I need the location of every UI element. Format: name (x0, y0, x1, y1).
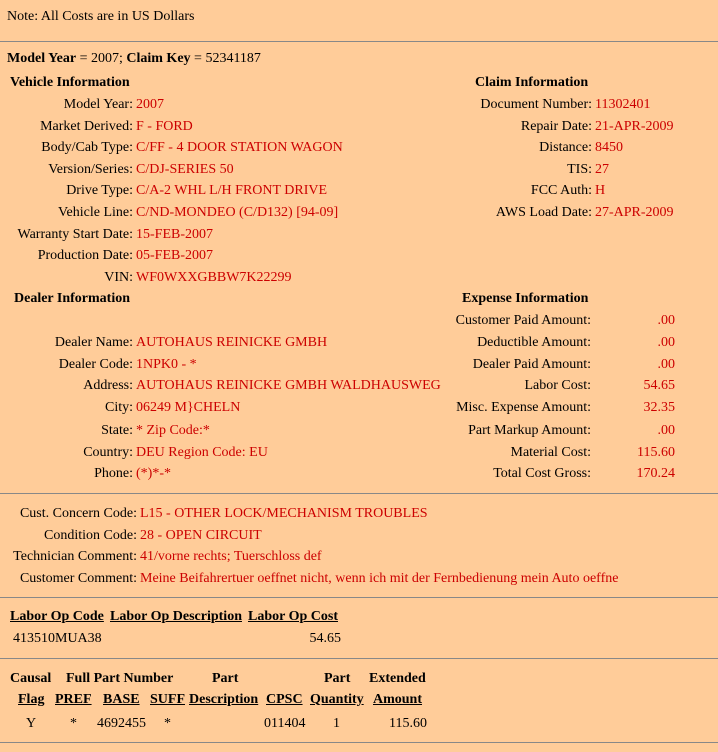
vehicle-field-value: C/A-2 WHL L/H FRONT DRIVE (136, 183, 328, 198)
expense-field-value: .00 (657, 423, 675, 438)
concern-field-value: 28 - OPEN CIRCUIT (140, 528, 262, 543)
dealer-field-label: Phone: (94, 466, 133, 481)
base-cell: 4692455 (97, 716, 146, 731)
claim-field-label: Repair Date: (520, 119, 592, 134)
claim-field-label: AWS Load Date: (495, 205, 592, 220)
pref-cell: * (70, 716, 77, 731)
vehicle-field-label: Model Year: (63, 97, 133, 112)
full-part-number-header: Full Part Number (66, 671, 174, 686)
claim-field-label: TIS: (567, 162, 592, 177)
expense-field-value: 170.24 (636, 466, 675, 481)
labor-op-code-header: Labor Op Code (10, 609, 104, 624)
claim-field-value: 27 (595, 162, 609, 177)
claim-field-label: FCC Auth: (530, 183, 592, 198)
divider (0, 41, 718, 42)
dealer-field-label: City: (104, 400, 133, 415)
expense-field-label: Deductible Amount: (477, 335, 591, 350)
suff-header: SUFF (150, 692, 185, 707)
concern-field-value: 41/vorne rechts; Tuerschloss def (140, 549, 322, 564)
dealer-field-label: Dealer Code: (58, 357, 133, 372)
claim-info-heading: Claim Information (475, 75, 589, 90)
claim-field-value: H (595, 183, 606, 198)
expense-field-value: .00 (657, 313, 675, 328)
expense-field-value: .00 (657, 335, 675, 350)
model-year-label: Model Year (7, 51, 77, 66)
amount-cell: 115.60 (389, 716, 427, 731)
dealer-field-value: AUTOHAUS REINICKE GMBH (136, 335, 328, 350)
vehicle-field-value: 2007 (136, 97, 164, 112)
expense-field-label: Labor Cost: (524, 378, 591, 393)
vehicle-field-label: Warranty Start Date: (17, 227, 133, 242)
vehicle-field-value: WF0WXXGBBW7K22299 (136, 270, 292, 285)
dealer-info-heading: Dealer Information (14, 291, 130, 306)
amount-header: Amount (373, 692, 423, 707)
pref-header: PREF (55, 692, 92, 707)
claim-field-label: Document Number: (480, 97, 592, 112)
part-quantity-header-top: Part (324, 671, 351, 686)
causal-header: Causal (10, 671, 52, 686)
expense-field-label: Misc. Expense Amount: (456, 400, 591, 415)
labor-op-cost-cell: 54.65 (309, 631, 341, 646)
description-header: Description (189, 692, 259, 707)
labor-op-cost-header: Labor Op Cost (248, 609, 338, 624)
dealer-field-label: Dealer Name: (54, 335, 133, 350)
flag-header: Flag (18, 692, 45, 707)
expense-field-label: Dealer Paid Amount: (472, 357, 591, 372)
vehicle-field-label: Vehicle Line: (57, 205, 133, 220)
dealer-field-value: 06249 M}CHELN (136, 400, 241, 415)
quantity-header: Quantity (310, 692, 364, 707)
expense-field-value: 54.65 (643, 378, 675, 393)
vehicle-field-value: C/ND-MONDEO (C/D132) [94-09] (136, 205, 339, 220)
vehicle-field-value: 15-FEB-2007 (136, 227, 213, 242)
claim-field-value: 21-APR-2009 (595, 119, 674, 134)
dealer-field-label: Country: (83, 445, 133, 460)
vehicle-field-value: 05-FEB-2007 (136, 248, 213, 263)
concern-field-label: Cust. Concern Code: (19, 506, 137, 521)
vehicle-field-label: Drive Type: (66, 183, 133, 198)
expense-info-heading: Expense Information (462, 291, 589, 306)
dealer-field-value: 1NPK0 - * (136, 357, 197, 372)
claim-key-value: 52341187 (205, 51, 261, 66)
flag-cell: Y (26, 716, 37, 731)
concern-field-value: Meine Beifahrertuer oeffnet nicht, wenn ich mit der Fernbedienung mein Auto oeffne (140, 571, 619, 586)
dealer-field-value: (*)*-* (136, 466, 171, 481)
suff-cell: * (164, 716, 171, 731)
cpsc-header: CPSC (266, 692, 303, 707)
expense-field-label: Part Markup Amount: (468, 423, 591, 438)
vehicle-field-label: Production Date: (37, 248, 133, 263)
claim-key-label: Claim Key (126, 51, 191, 66)
expense-field-value: .00 (657, 357, 675, 372)
dealer-field-value: DEU Region Code: EU (136, 445, 268, 460)
labor-op-code-cell: 413510MUA38 (13, 631, 102, 646)
concern-field-label: Customer Comment: (19, 571, 137, 586)
dealer-field-label: Address: (83, 378, 133, 393)
dealer-field-value: AUTOHAUS REINICKE GMBH WALDHAUSWEG (136, 378, 441, 393)
vehicle-field-label: VIN: (104, 270, 133, 285)
model-year-value: 2007 (90, 51, 119, 66)
part-header: Part (212, 671, 239, 686)
vehicle-info-heading: Vehicle Information (10, 75, 130, 90)
divider (0, 742, 718, 743)
claim-field-value: 8450 (595, 140, 623, 155)
concern-field-label: Technician Comment: (13, 549, 137, 564)
base-header: BASE (103, 692, 140, 707)
claim-field-label: Distance: (539, 140, 592, 155)
labor-op-description-header: Labor Op Description (110, 609, 242, 624)
vehicle-field-label: Version/Series: (48, 162, 133, 177)
concern-field-value: L15 - OTHER LOCK/MECHANISM TROUBLES (140, 506, 428, 521)
vehicle-field-value: C/DJ-SERIES 50 (136, 162, 234, 177)
dealer-field-value: * Zip Code:* (136, 423, 210, 438)
claim-field-value: 11302401 (595, 97, 651, 112)
cpsc-cell: 011404 (264, 716, 306, 731)
summary-line: Model Year = 2007; Claim Key = 52341187 (7, 51, 261, 66)
divider (0, 597, 718, 598)
concern-field-label: Condition Code: (44, 528, 137, 543)
vehicle-field-label: Market Derived: (40, 119, 133, 134)
divider (0, 658, 718, 659)
vehicle-field-value: F - FORD (136, 119, 193, 134)
vehicle-field-label: Body/Cab Type: (41, 140, 133, 155)
dealer-field-label: State: (101, 423, 133, 438)
expense-field-label: Material Cost: (510, 445, 591, 460)
expense-field-label: Customer Paid Amount: (455, 313, 591, 328)
divider (0, 493, 718, 494)
vehicle-field-value: C/FF - 4 DOOR STATION WAGON (136, 140, 343, 155)
currency-note: Note: All Costs are in US Dollars (7, 9, 195, 24)
expense-field-value: 32.35 (643, 400, 675, 415)
quantity-cell: 1 (333, 716, 340, 731)
claim-field-value: 27-APR-2009 (595, 205, 674, 220)
extended-header: Extended (369, 671, 426, 686)
expense-field-value: 115.60 (637, 445, 675, 460)
expense-field-label: Total Cost Gross: (493, 466, 591, 481)
